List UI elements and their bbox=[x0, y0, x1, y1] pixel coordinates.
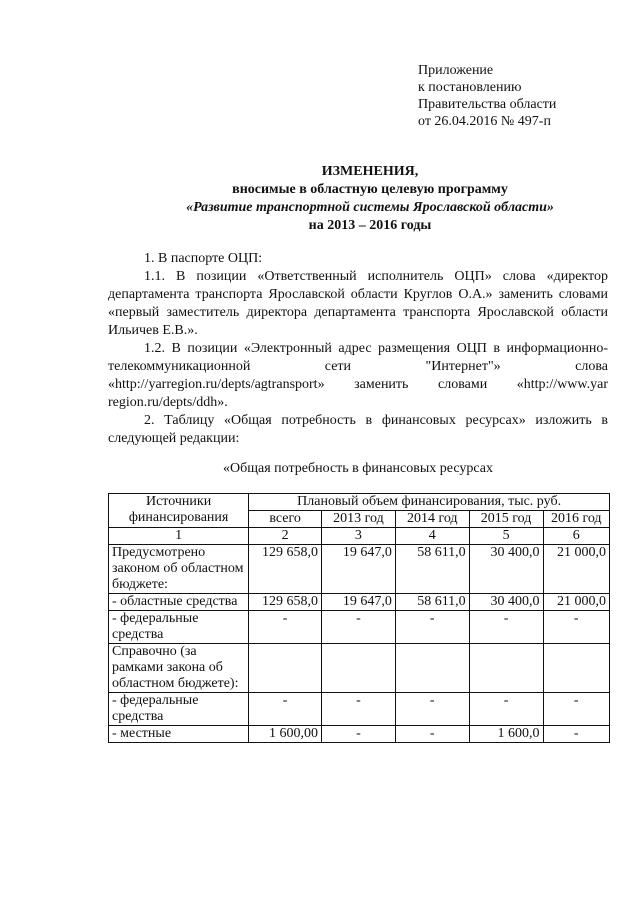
header-2014: 2014 год bbox=[395, 511, 469, 528]
row-2013: 19 647,0 bbox=[321, 594, 395, 611]
row-2016 bbox=[543, 644, 609, 693]
title-line-2: вносимые в областную целевую программу bbox=[232, 182, 508, 197]
table-row bbox=[109, 611, 610, 644]
header-sources: Источники финансирования bbox=[109, 494, 249, 528]
col-number: 5 bbox=[469, 528, 543, 545]
table-row bbox=[109, 594, 610, 611]
row-2014 bbox=[395, 644, 469, 693]
row-2016: 21 000,0 bbox=[543, 545, 609, 594]
row-2014: - bbox=[395, 726, 469, 743]
row-source: - федеральные средства bbox=[109, 611, 249, 644]
row-2016: - bbox=[543, 611, 609, 644]
appendix-line-4: от 26.04.2016 № 497-п bbox=[418, 114, 551, 129]
row-source: - местные bbox=[109, 726, 249, 743]
title-line-3: «Развитие транспортной системы Ярославской области» bbox=[186, 200, 554, 215]
body-text bbox=[108, 250, 608, 448]
header-2015: 2015 год bbox=[469, 511, 543, 528]
row-2013: - bbox=[321, 611, 395, 644]
row-2014: 58 611,0 bbox=[395, 545, 469, 594]
header-2016: 2016 год bbox=[543, 511, 609, 528]
appendix-line-1: Приложение bbox=[418, 63, 494, 78]
column-number-row bbox=[109, 528, 610, 545]
row-2014: - bbox=[395, 611, 469, 644]
paragraph-4: 2. Таблицу «Общая потребность в финансовых ресурсах» изложить в следующей редакции: bbox=[108, 413, 608, 446]
row-2014: 58 611,0 bbox=[395, 594, 469, 611]
row-2015: 1 600,0 bbox=[469, 726, 543, 743]
document-title bbox=[100, 163, 640, 235]
row-2014: - bbox=[395, 693, 469, 726]
header-total: всего bbox=[249, 511, 322, 528]
table-row bbox=[109, 545, 610, 594]
table-header-row bbox=[109, 494, 610, 511]
row-source: - областные средства bbox=[109, 594, 249, 611]
appendix-line-2: к постановлению bbox=[418, 80, 522, 95]
table-row bbox=[109, 726, 610, 743]
table-caption: «Общая потребность в финансовых ресурсах bbox=[223, 461, 493, 476]
row-2013: - bbox=[321, 693, 395, 726]
header-plan: Плановый объем финансирования, тыс. руб. bbox=[249, 494, 610, 511]
header-2013: 2013 год bbox=[321, 511, 395, 528]
col-number: 6 bbox=[543, 528, 609, 545]
col-number: 3 bbox=[321, 528, 395, 545]
financing-table bbox=[108, 493, 610, 743]
table-row bbox=[109, 644, 610, 693]
row-2013: - bbox=[321, 726, 395, 743]
row-2016: - bbox=[543, 726, 609, 743]
row-total: - bbox=[249, 693, 322, 726]
paragraph-2: 1.1. В позиции «Ответственный исполнитель ОЦП» слова «директор департамента транспорта Ярославской области Круглов О.А.» заменить словами «первый заместитель директора департамента транспорта Ярославской области Ильичев Е.В.». bbox=[108, 269, 608, 338]
row-2013 bbox=[321, 644, 395, 693]
appendix-line-3: Правительства области bbox=[418, 97, 557, 112]
row-total: 129 658,0 bbox=[249, 545, 322, 594]
row-source: - федеральные средства bbox=[109, 693, 249, 726]
appendix-block bbox=[418, 62, 633, 130]
title-line-4: на 2013 – 2016 годы bbox=[308, 218, 432, 233]
row-total bbox=[249, 644, 322, 693]
row-2015: - bbox=[469, 611, 543, 644]
col-number: 2 bbox=[249, 528, 322, 545]
row-2015: - bbox=[469, 693, 543, 726]
row-2016: - bbox=[543, 693, 609, 726]
row-2016: 21 000,0 bbox=[543, 594, 609, 611]
paragraph-1: 1. В паспорте ОЦП: bbox=[144, 251, 263, 266]
row-source: Предусмотрено законом об областном бюджете: bbox=[109, 545, 249, 594]
col-number: 1 bbox=[109, 528, 249, 545]
row-total: 129 658,0 bbox=[249, 594, 322, 611]
title-main: ИЗМЕНЕНИЯ, bbox=[321, 164, 419, 179]
row-2015: 30 400,0 bbox=[469, 545, 543, 594]
paragraph-3: 1.2. В позиции «Электронный адрес размещения ОЦП в информационно-телекоммуникационной сети "Интернет"» слова «http://yarregion.ru/depts/agtransport» заменить словами «http://www.yar region.ru/depts/ddh». bbox=[108, 341, 608, 410]
row-total: 1 600,00 bbox=[249, 726, 322, 743]
row-2015: 30 400,0 bbox=[469, 594, 543, 611]
row-2015 bbox=[469, 644, 543, 693]
table-row bbox=[109, 693, 610, 726]
row-2013: 19 647,0 bbox=[321, 545, 395, 594]
row-total: - bbox=[249, 611, 322, 644]
col-number: 4 bbox=[395, 528, 469, 545]
row-source: Справочно (за рамками закона об областном бюджете): bbox=[109, 644, 249, 693]
